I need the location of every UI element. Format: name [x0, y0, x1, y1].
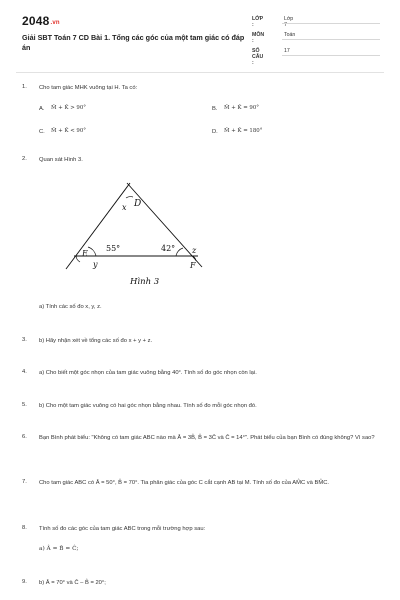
- angle-arc-e: [88, 247, 96, 256]
- question-number: 2.: [22, 156, 27, 162]
- question-text: b) Cho một tam giác vuông có hai góc nhọn bằng nhau. Tính số đo mỗi góc nhọn đó.: [39, 403, 257, 409]
- vertex-label-f: F: [190, 261, 196, 270]
- question-text: Cho tam giác ABC có Â = 50°, B̂ = 70°. Tia phân giác của góc C cắt cạnh AB tại M. Tính số đo của AM̂C và BM̂C.: [39, 480, 330, 486]
- option-label: D.: [212, 129, 218, 135]
- meta-value: Lớp 7: [284, 16, 294, 28]
- question-text: a) Cho biết một góc nhọn của tam giác vuông bằng 40°. Tính số đo góc nhọn còn lại.: [39, 370, 257, 376]
- meta-key: MÔN :: [252, 32, 265, 44]
- meta-key: SỐ CÂU :: [252, 48, 264, 66]
- meta-value: 17: [284, 48, 290, 54]
- question-text: b) Hãy nhận xét về tổng các số đo x + y + z.: [39, 338, 153, 344]
- question-8-subpart: a) Â = B̂ = Ĉ;: [39, 546, 79, 552]
- geometry-figure: [44, 177, 214, 292]
- angle-arc-f: [176, 248, 183, 256]
- option-label: A.: [39, 106, 45, 112]
- site-logo[interactable]: [22, 14, 60, 28]
- meta-underline: [282, 55, 380, 56]
- question-text: Tính số đo các góc của tam giác ABC trong mỗi trường hợp sau:: [39, 526, 206, 532]
- line-df-extended: [127, 183, 202, 267]
- document-title: Giải SBT Toán 7 CD Bài 1. Tổng các góc của một tam giác có đáp án: [22, 33, 245, 52]
- question-text: b) Â = 70° và Ĉ – B̂ = 20°;: [39, 580, 106, 586]
- meta-underline: [282, 39, 380, 40]
- question-number: 5.: [22, 402, 27, 408]
- question-number: 7.: [22, 479, 27, 485]
- vertex-label-d: D: [134, 199, 142, 209]
- logo-number: 2048: [22, 14, 50, 28]
- question-text: Bạn Bình phát biểu: "Không có tam giác ABC nào mà Â = 3B̂, B̂ = 3Ĉ và Ĉ = 14°". Phát biểu của bạn Bình có đúng không? Vì sao?: [39, 435, 375, 441]
- angle-value-e: 55°: [106, 244, 121, 253]
- option-label: C.: [39, 129, 45, 135]
- option-label: B.: [212, 106, 218, 112]
- option-expression: M̂ + K̂ < 90°: [51, 128, 86, 134]
- subpart-text: a) Tính các số đo x, y, z.: [39, 304, 102, 310]
- question-text: Cho tam giác MHK vuông tại H. Ta có:: [39, 85, 138, 91]
- question-text: Quan sát Hình 3.: [39, 157, 83, 163]
- meta-value: Toán: [284, 32, 296, 38]
- vertex-label-e: E: [82, 249, 88, 258]
- angle-arc-d: [126, 197, 133, 198]
- angle-label-z: z: [192, 246, 197, 255]
- option-expression: M̂ + K̂ = 90°: [224, 105, 259, 111]
- figure-caption: Hình 3: [130, 277, 160, 287]
- angle-label-y: y: [93, 260, 98, 269]
- question-number: 4.: [22, 369, 27, 375]
- header-divider: [16, 72, 384, 73]
- question-number: 3.: [22, 337, 27, 343]
- option-expression: M̂ + K̂ > 90°: [51, 105, 86, 111]
- angle-label-x: x: [122, 203, 127, 212]
- question-number: 1.: [22, 84, 27, 90]
- triangle-diagram: [44, 177, 214, 292]
- question-number: 6.: [22, 434, 27, 440]
- meta-underline: [282, 23, 380, 24]
- angle-arc-y: [76, 256, 80, 262]
- question-number: 8.: [22, 525, 27, 531]
- logo-suffix: .vn: [50, 20, 60, 26]
- angle-value-f: 42°: [161, 244, 176, 253]
- meta-key: LỚP :: [252, 16, 263, 28]
- option-expression: M̂ + K̂ = 180°: [224, 128, 263, 134]
- question-number: 9.: [22, 579, 27, 585]
